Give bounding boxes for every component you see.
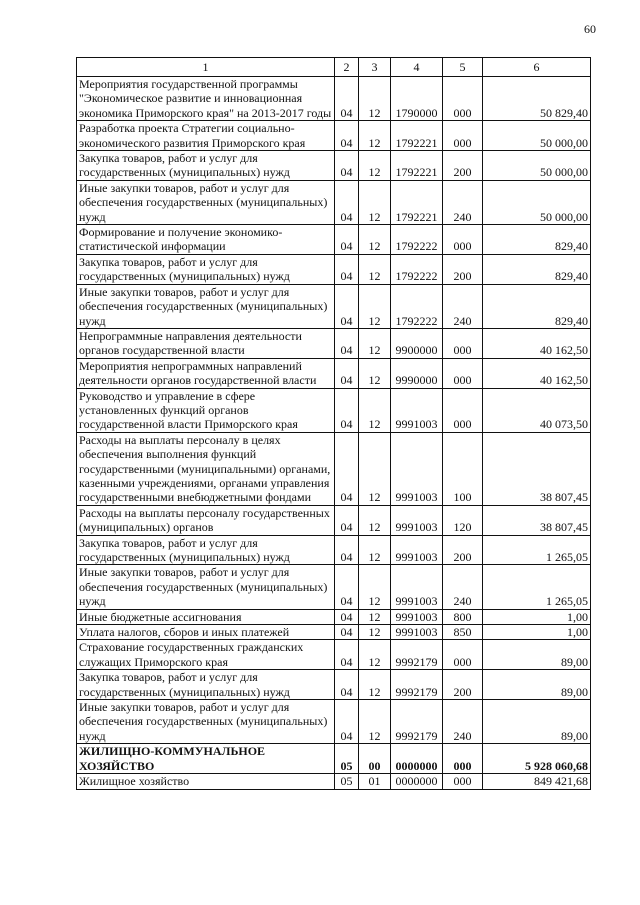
row-expense-type: 240 (443, 565, 483, 609)
row-section: 04 (335, 505, 359, 535)
budget-table (76, 57, 591, 790)
row-description: Непрограммные направления деятельности органов государственной власти (77, 328, 335, 358)
row-amount: 829,40 (483, 225, 591, 255)
row-expense-type: 000 (443, 358, 483, 388)
row-subsection: 12 (359, 328, 391, 358)
row-subsection: 12 (359, 77, 391, 121)
row-section: 04 (335, 535, 359, 565)
row-target-article: 1792222 (391, 254, 443, 284)
row-section: 04 (335, 121, 359, 151)
table-row (77, 625, 591, 640)
row-amount: 89,00 (483, 640, 591, 670)
row-subsection: 00 (359, 744, 391, 774)
row-amount: 38 807,45 (483, 505, 591, 535)
table-row (77, 744, 591, 774)
header-col-3: 3 (359, 58, 391, 77)
row-expense-type: 000 (443, 388, 483, 432)
row-amount: 829,40 (483, 284, 591, 328)
row-subsection: 12 (359, 284, 391, 328)
table-row (77, 151, 591, 181)
row-section: 04 (335, 388, 359, 432)
table-body (77, 77, 591, 790)
row-amount: 40 162,50 (483, 328, 591, 358)
row-description: Иные закупки товаров, работ и услуг для обеспечения государственных (муниципальных) нужд (77, 565, 335, 609)
row-expense-type: 240 (443, 700, 483, 744)
row-expense-type: 000 (443, 640, 483, 670)
row-target-article: 9991003 (391, 535, 443, 565)
row-target-article: 9992179 (391, 700, 443, 744)
row-description: Страхование государственных гражданских служащих Приморского края (77, 640, 335, 670)
table-row (77, 328, 591, 358)
row-section: 04 (335, 254, 359, 284)
row-amount: 89,00 (483, 670, 591, 700)
table-row (77, 700, 591, 744)
table-row (77, 774, 591, 789)
row-subsection: 12 (359, 388, 391, 432)
table-row (77, 535, 591, 565)
row-section: 04 (335, 432, 359, 505)
table-row (77, 225, 591, 255)
row-description: Уплата налогов, сборов и иных платежей (77, 625, 335, 640)
row-description: Мероприятия государственной программы "Экономическое развитие и инновационная экономика Приморского края" на 2013-2017 годы (77, 77, 335, 121)
row-amount: 1 265,05 (483, 535, 591, 565)
row-target-article: 0000000 (391, 744, 443, 774)
row-amount: 50 000,00 (483, 151, 591, 181)
table-row (77, 670, 591, 700)
table-row (77, 284, 591, 328)
row-description: Руководство и управление в сфере установленных функций органов государственной власти Приморского края (77, 388, 335, 432)
row-subsection: 12 (359, 432, 391, 505)
header-col-2: 2 (335, 58, 359, 77)
table-row (77, 180, 591, 224)
row-description: ЖИЛИЩНО-КОММУНАЛЬНОЕ ХОЗЯЙСТВО (77, 744, 335, 774)
table-row (77, 388, 591, 432)
row-description: Закупка товаров, работ и услуг для государственных (муниципальных) нужд (77, 670, 335, 700)
row-target-article: 9990000 (391, 358, 443, 388)
row-section: 04 (335, 358, 359, 388)
row-section: 04 (335, 284, 359, 328)
row-target-article: 1790000 (391, 77, 443, 121)
row-target-article: 9992179 (391, 670, 443, 700)
page-number: 60 (584, 22, 596, 36)
row-description: Иные закупки товаров, работ и услуг для обеспечения государственных (муниципальных) нужд (77, 700, 335, 744)
row-description: Закупка товаров, работ и услуг для государственных (муниципальных) нужд (77, 535, 335, 565)
row-amount: 40 073,50 (483, 388, 591, 432)
row-description: Жилищное хозяйство (77, 774, 335, 789)
row-expense-type: 200 (443, 151, 483, 181)
row-description: Формирование и получение экономико-статистической информации (77, 225, 335, 255)
row-description: Иные закупки товаров, работ и услуг для обеспечения государственных (муниципальных) нужд (77, 180, 335, 224)
row-expense-type: 200 (443, 670, 483, 700)
row-expense-type: 100 (443, 432, 483, 505)
row-description: Расходы на выплаты персоналу государственных (муниципальных) органов (77, 505, 335, 535)
row-description: Мероприятия непрограммных направлений деятельности органов государственной власти (77, 358, 335, 388)
row-subsection: 12 (359, 254, 391, 284)
row-subsection: 12 (359, 609, 391, 624)
row-amount: 1,00 (483, 625, 591, 640)
header-col-4: 4 (391, 58, 443, 77)
row-section: 04 (335, 180, 359, 224)
header-col-5: 5 (443, 58, 483, 77)
row-subsection: 12 (359, 565, 391, 609)
table-row (77, 77, 591, 121)
table-row (77, 254, 591, 284)
row-amount: 38 807,45 (483, 432, 591, 505)
row-expense-type: 000 (443, 225, 483, 255)
row-subsection: 12 (359, 151, 391, 181)
row-target-article: 9991003 (391, 505, 443, 535)
row-amount: 849 421,68 (483, 774, 591, 789)
row-target-article: 9991003 (391, 388, 443, 432)
row-section: 04 (335, 328, 359, 358)
row-subsection: 12 (359, 670, 391, 700)
row-description: Разработка проекта Стратегии социально-экономического развития Приморского края (77, 121, 335, 151)
row-subsection: 12 (359, 121, 391, 151)
row-target-article: 9991003 (391, 609, 443, 624)
row-target-article: 1792221 (391, 180, 443, 224)
row-subsection: 12 (359, 180, 391, 224)
row-description: Иные закупки товаров, работ и услуг для обеспечения государственных (муниципальных) нужд (77, 284, 335, 328)
row-expense-type: 200 (443, 254, 483, 284)
table-row (77, 565, 591, 609)
row-target-article: 9991003 (391, 565, 443, 609)
row-subsection: 12 (359, 225, 391, 255)
row-expense-type: 240 (443, 284, 483, 328)
row-subsection: 12 (359, 625, 391, 640)
table-row (77, 358, 591, 388)
row-target-article: 1792221 (391, 121, 443, 151)
row-amount: 5 928 060,68 (483, 744, 591, 774)
row-section: 04 (335, 640, 359, 670)
row-amount: 40 162,50 (483, 358, 591, 388)
row-subsection: 12 (359, 640, 391, 670)
row-target-article: 9900000 (391, 328, 443, 358)
row-target-article: 1792222 (391, 284, 443, 328)
row-description: Закупка товаров, работ и услуг для государственных (муниципальных) нужд (77, 254, 335, 284)
row-expense-type: 120 (443, 505, 483, 535)
row-description: Иные бюджетные ассигнования (77, 609, 335, 624)
row-section: 04 (335, 609, 359, 624)
header-col-6: 6 (483, 58, 591, 77)
row-section: 04 (335, 625, 359, 640)
table-row (77, 640, 591, 670)
row-amount: 50 000,00 (483, 121, 591, 151)
row-expense-type: 200 (443, 535, 483, 565)
row-target-article: 9991003 (391, 625, 443, 640)
row-target-article: 9992179 (391, 640, 443, 670)
row-description: Закупка товаров, работ и услуг для государственных (муниципальных) нужд (77, 151, 335, 181)
row-target-article: 1792222 (391, 225, 443, 255)
row-section: 04 (335, 151, 359, 181)
row-expense-type: 240 (443, 180, 483, 224)
table-row (77, 505, 591, 535)
table-row (77, 432, 591, 505)
row-section: 04 (335, 225, 359, 255)
row-target-article: 9991003 (391, 432, 443, 505)
row-subsection: 12 (359, 700, 391, 744)
row-subsection: 12 (359, 358, 391, 388)
row-target-article: 1792221 (391, 151, 443, 181)
row-amount: 89,00 (483, 700, 591, 744)
row-section: 05 (335, 774, 359, 789)
row-amount: 1,00 (483, 609, 591, 624)
row-amount: 1 265,05 (483, 565, 591, 609)
row-section: 04 (335, 700, 359, 744)
row-expense-type: 000 (443, 121, 483, 151)
row-section: 04 (335, 77, 359, 121)
row-expense-type: 000 (443, 774, 483, 789)
row-subsection: 01 (359, 774, 391, 789)
header-col-1: 1 (77, 58, 335, 77)
row-expense-type: 000 (443, 744, 483, 774)
row-amount: 50 829,40 (483, 77, 591, 121)
table-row (77, 609, 591, 624)
row-expense-type: 850 (443, 625, 483, 640)
row-amount: 829,40 (483, 254, 591, 284)
row-description: Расходы на выплаты персоналу в целях обеспечения выполнения функций государственными (муниципальными) органами, казенными учреждениями, органами управления государственными внебюджетными фондами (77, 432, 335, 505)
row-section: 04 (335, 670, 359, 700)
table-header-row (77, 58, 591, 77)
row-subsection: 12 (359, 535, 391, 565)
row-amount: 50 000,00 (483, 180, 591, 224)
row-section: 04 (335, 565, 359, 609)
row-expense-type: 000 (443, 328, 483, 358)
row-target-article: 0000000 (391, 774, 443, 789)
row-expense-type: 000 (443, 77, 483, 121)
row-expense-type: 800 (443, 609, 483, 624)
table-row (77, 121, 591, 151)
row-subsection: 12 (359, 505, 391, 535)
row-section: 05 (335, 744, 359, 774)
